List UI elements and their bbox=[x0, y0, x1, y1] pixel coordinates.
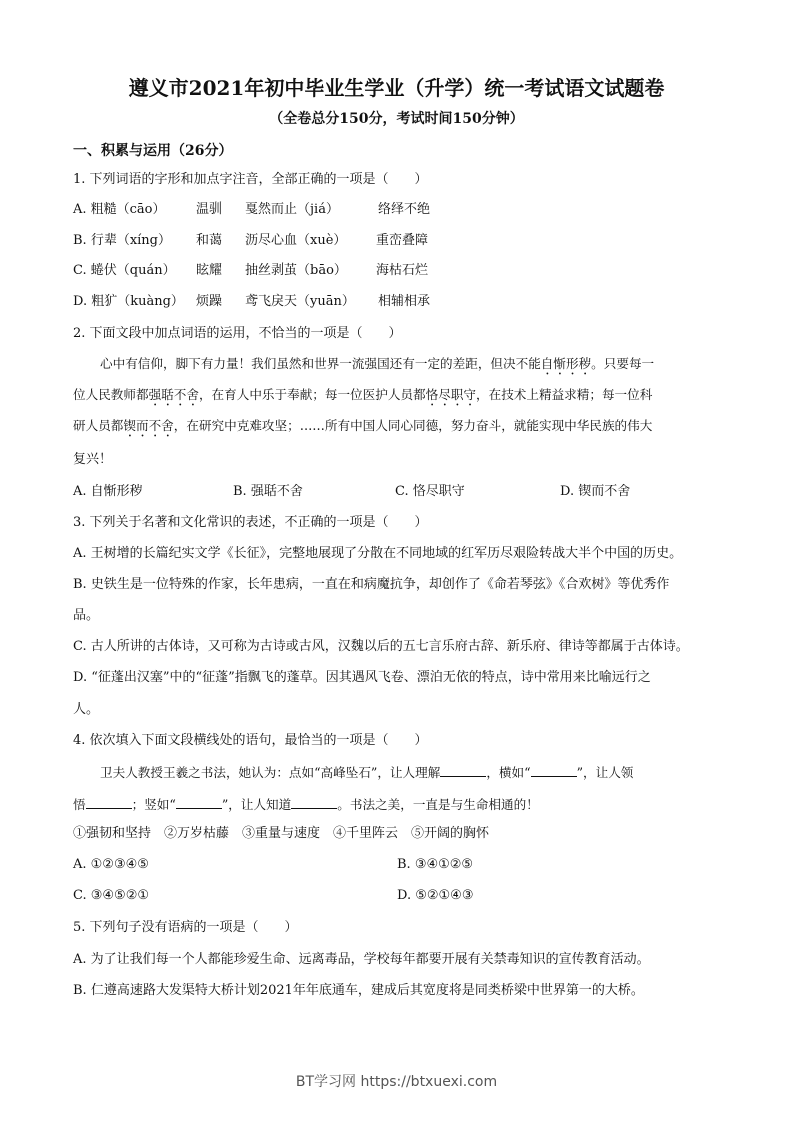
fill-blank bbox=[531, 764, 577, 777]
q4-passage-line bbox=[73, 796, 539, 814]
text: 。书法之美，一直是与生命相通的！ bbox=[337, 797, 539, 812]
section-heading: 一、积累与运用（26分） bbox=[73, 143, 233, 159]
q2-passage-line bbox=[73, 417, 652, 440]
option-word: 温驯 bbox=[196, 202, 223, 217]
option: B. 强聒不舍 bbox=[233, 484, 303, 499]
option-word: 抽丝剥茧（bāo） bbox=[245, 263, 347, 278]
option: C. 恪尽职守 bbox=[395, 484, 465, 499]
q4-stem: 4. 依次填入下面文段横线处的语句，最恰当的一项是（ ） bbox=[73, 733, 428, 748]
text: ，横如“ bbox=[486, 765, 531, 780]
fill-blank bbox=[86, 796, 132, 809]
q3-stem: 3. 下列关于名著和文化常识的表述，不正确的一项是（ ） bbox=[73, 515, 428, 530]
text: ”，让人知道 bbox=[221, 797, 292, 812]
q2-passage-line bbox=[73, 386, 652, 409]
text: 悟 bbox=[73, 797, 86, 812]
footer-watermark: BT学习网 https://btxuexi.com bbox=[295, 1074, 498, 1090]
q3-line: D. “征蓬出汉塞”中的“征蓬”指飘飞的蓬草。因其遇风飞卷、漂泊无依的特点，诗中常用来比喻远行之 bbox=[73, 670, 651, 685]
option: A. ①②③④⑤ bbox=[73, 857, 149, 872]
q3-line: A. 王树增的长篇纪实文学《长征》，完整地展现了分散在不同地域的红军历尽艰险转战大半个中国的历史。 bbox=[73, 546, 683, 561]
q5-line: B. 仁遵高速路大发渠特大桥计划2021年年底通车，建成后其宽度将是同类桥梁中世界第一的大桥。 bbox=[73, 983, 644, 998]
fill-blank bbox=[291, 796, 337, 809]
option-word: 眩耀 bbox=[196, 263, 223, 278]
option-word: 鸢飞戾天（yuān） bbox=[245, 294, 355, 309]
fill-blank bbox=[176, 796, 222, 809]
q4-passage-line bbox=[100, 764, 633, 782]
q1-stem: 1. 下列词语的字形和加点字注音，全部正确的一项是（ ） bbox=[73, 172, 428, 187]
option-word: 络绎不绝 bbox=[378, 202, 431, 217]
option-word: 和蔼 bbox=[196, 233, 223, 248]
dotted-word: 恪尽职守 bbox=[425, 387, 476, 402]
fill-blank bbox=[440, 764, 486, 777]
text: 研人员都 bbox=[73, 418, 124, 433]
text: ；竖如“ bbox=[131, 797, 176, 812]
option-word: D. 粗犷（kuàng） bbox=[73, 294, 184, 309]
q4-choices: ①强韧和坚持 ②万岁枯藤 ③重量与速度 ④千里阵云 ⑤开阔的胸怀 bbox=[73, 826, 490, 841]
text: ，在研究中克难攻坚；……所有中国人同心同德，努力奋斗，就能实现中华民族的伟大 bbox=[173, 418, 653, 433]
text: ”，让人领 bbox=[576, 765, 634, 780]
option: B. ③④①②⑤ bbox=[397, 857, 474, 872]
option-word: 海枯石烂 bbox=[376, 263, 429, 278]
q3-line: 人。 bbox=[73, 702, 100, 717]
page-title: 遵义市2021年初中毕业生学业（升学）统一考试语文试题卷 bbox=[128, 76, 665, 100]
option: A. 自惭形秽 bbox=[73, 484, 143, 499]
text: ，在技术上精益求精；每一位科 bbox=[476, 387, 653, 402]
text: 卫夫人教授王羲之书法，她认为：点如“高峰坠石”，让人理解 bbox=[100, 765, 441, 780]
option-word: B. 行辈（xíng） bbox=[73, 233, 172, 248]
option-word: A. 粗糙（cāo） bbox=[73, 202, 166, 217]
option-word: 相辅相承 bbox=[378, 294, 431, 309]
dotted-word: 锲而不舍 bbox=[123, 418, 174, 433]
option: C. ③④⑤②① bbox=[73, 888, 150, 903]
option-word: 戛然而止（jiá） bbox=[245, 202, 339, 217]
q5-stem: 5. 下列句子没有语病的一项是（ ） bbox=[73, 920, 298, 935]
q3-line: C. 古人所讲的古体诗，又可称为古诗或古风，汉魏以后的五七言乐府古辞、新乐府、律诗等都属于古体诗。 bbox=[73, 639, 689, 654]
page-subtitle: （全卷总分150分，考试时间150分钟） bbox=[269, 111, 524, 127]
option: D. ⑤②①④③ bbox=[397, 888, 474, 903]
text: 心中有信仰，脚下有力量！我们虽然和世界一流强国还有一定的差距，但决不能 bbox=[100, 356, 541, 371]
q2-stem: 2. 下面文段中加点词语的运用，不恰当的一项是（ ） bbox=[73, 326, 402, 341]
text: 位人民教师都 bbox=[73, 387, 149, 402]
q3-line: 品。 bbox=[73, 608, 100, 623]
dotted-word: 自惭形秽 bbox=[540, 356, 592, 371]
dotted-word: 强聒不舍 bbox=[148, 387, 199, 402]
q3-line: B. 史铁生是一位特殊的作家，长年患病，一直在和病魔抗争，却创作了《命若琴弦》《合欢树》等优秀作 bbox=[73, 577, 670, 592]
option-word: 重峦叠障 bbox=[376, 233, 429, 248]
option-word: 烦躁 bbox=[196, 294, 223, 309]
option-word: 沥尽心血（xuè） bbox=[245, 233, 347, 248]
option: D. 锲而不舍 bbox=[560, 484, 631, 499]
q2-passage-line: 复兴！ bbox=[73, 452, 113, 467]
q5-line: A. 为了让我们每一个人都能珍爱生命、远离毒品，学校每年都要开展有关禁毒知识的宣传教育活动。 bbox=[73, 952, 650, 967]
option-word: C. 蜷伏（quán） bbox=[73, 263, 176, 278]
text: ，在育人中乐于奉献；每一位医护人员都 bbox=[198, 387, 426, 402]
text: 。只要每一 bbox=[591, 356, 655, 371]
q2-passage-line bbox=[100, 355, 654, 378]
